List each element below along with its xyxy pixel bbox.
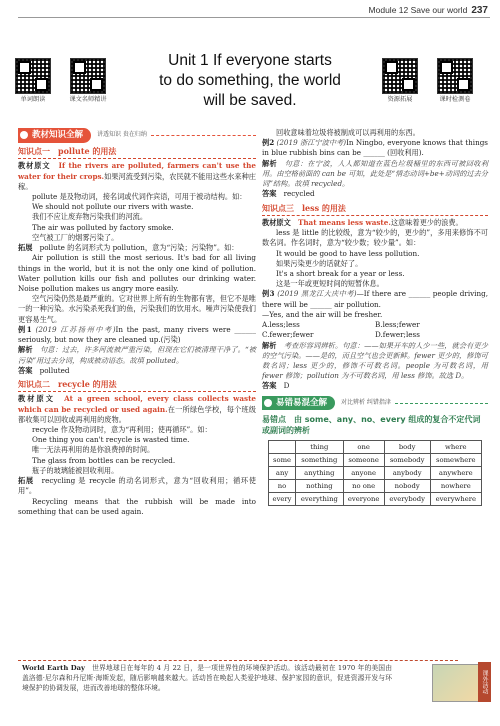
example-translation: 这是一年或更短时间的短暂休息。 [276, 279, 384, 289]
kp3-answer [262, 381, 488, 391]
table-cell [269, 441, 296, 454]
source-translation: 在一所绿色学校，每个班级都收集可以回收或再利用的废物。 [18, 404, 256, 424]
kp2-extension [18, 476, 256, 496]
kp2-explanation: recycle 作及物动词时，意为“再利用；使再循环”。如： [32, 424, 212, 434]
table-cell: some [269, 454, 296, 467]
unit-title [145, 51, 355, 110]
answer-text: D [283, 381, 290, 391]
right-column [262, 128, 488, 506]
source-translation: 这意味着更少的浪费。 [390, 217, 463, 227]
knowledge-point-2-heading [18, 379, 256, 392]
analysis-label: 解析 [262, 158, 278, 168]
footer-earth-day [18, 660, 458, 704]
kp1-extension [18, 243, 256, 253]
question-text: In Ningbo, everyone knows that things in blue rubbish bins can be ______ (回收利用). [262, 138, 488, 158]
question-text-reply: —Yes, and the air will be fresher. [262, 309, 383, 319]
table-cell: something [296, 454, 343, 467]
table-cell: any [269, 467, 296, 480]
module-title: Module 12 Save our world [368, 5, 468, 15]
section-subtitle: 对比辨析 纠错指津 [341, 398, 391, 406]
kp2-source [18, 394, 256, 425]
table-cell: thing [296, 441, 343, 454]
qr-code-resources[interactable] [382, 58, 418, 94]
extension-text: pollute 的名词形式为 pollution，意为“污染；污染物”。如： [39, 243, 239, 253]
qr-label: 课时检测卷 [439, 96, 471, 103]
example-sentence: The glass from bottles can be recycled. [32, 455, 176, 465]
option-a: A.less;less [262, 320, 300, 330]
table-cell: no [269, 480, 296, 493]
question-source: (2019 黑龙江大庆中考) [277, 289, 357, 299]
answer-label: 答案 [262, 381, 277, 391]
question-label: 例2 [262, 138, 275, 148]
pronoun-table [268, 440, 482, 506]
question-source: (2019 江苏扬州中考) [35, 324, 116, 334]
table-cell: anywhere [430, 467, 481, 480]
analysis-label: 解析 [262, 340, 277, 350]
table-cell: one [343, 441, 384, 454]
qr-label: 单词朗读 [20, 96, 46, 103]
kp3-explanation: less 是 little 的比较级，意为“较少的，更少的”，多用来修饰不可数名词。作名词时，意为“较少数；较少量”。如： [262, 228, 488, 248]
table-row [269, 480, 482, 493]
qr-code-lesson-explain[interactable] [70, 58, 106, 94]
section-banner-errors [262, 396, 488, 411]
example-sentence: It's a short break for a year or less. [276, 268, 405, 278]
unit-title-line: Unit 1 If everyone starts [168, 52, 332, 69]
kp-term: pollute 的用法 [58, 146, 117, 156]
question-source: (2019 浙江宁波中考) [276, 138, 347, 148]
qr-label: 资源拓展 [387, 96, 413, 103]
source-text: If the rivers are polluted, farmers can't use the water for their crops. [18, 161, 256, 181]
kp3-options [262, 320, 488, 340]
kp2-analysis [262, 159, 488, 190]
example-paragraph-translation: 空气污染仍然是最严重的。它对世界上所有的生物都有害，但它不是唯一的一种污染。水污染杀死我们的鱼，污染我们的饮用水。噪声污染使我们更容易生气。 [18, 294, 256, 324]
answer-label: 答案 [262, 189, 277, 199]
table-cell: nothing [296, 480, 343, 493]
kp3-question [262, 289, 488, 309]
kp2-answer [262, 189, 488, 199]
page-number: 237 [471, 5, 488, 16]
table-cell: anybody [384, 467, 430, 480]
knowledge-point-3-heading [262, 203, 488, 216]
section-subtitle: 讲透知识 贵在归纳 [97, 131, 147, 139]
table-cell: everywhere [430, 493, 481, 506]
table-cell: everybody [384, 493, 430, 506]
source-text: At a green school, every class collects waste which can be recycled or used again. [18, 394, 256, 414]
source-label: 教材原文 [262, 217, 291, 227]
example-sentence: One thing you can't recycle is wasted time. [32, 435, 190, 445]
example-translation: 瓶子的玻璃能被回收利用。 [32, 465, 119, 475]
knowledge-point-1-heading [18, 146, 256, 159]
banner-rule [151, 135, 256, 136]
option-c: C.fewer;fewer [262, 330, 314, 340]
table-cell: every [269, 493, 296, 506]
table-cell: somebody [384, 454, 430, 467]
kp-label: 知识点三 [262, 203, 294, 213]
example-sentence: The air was polluted by factory smoke. [32, 222, 174, 232]
analysis-text: 考查形容词辨析。句意：——如果开车的人少一些，就会有更少的空气污染。——是的，而且空气也会更新鲜。fewer 更少的，修饰可数名词；less 更少的，修饰不可数名词。people 为可数名词，用 fewer 修饰；pollution 为不可数名词，用 less 修饰。故选 D。 [262, 340, 488, 381]
extension-text: recycling 是 recycle 的动名词形式，意为“回收利用；循环使用”。 [18, 476, 256, 496]
table-cell: anything [296, 467, 343, 480]
analysis-label: 解析 [18, 345, 33, 355]
table-row [269, 454, 482, 467]
table-row [269, 493, 482, 506]
header-rule [18, 17, 490, 18]
table-cell: nobody [384, 480, 430, 493]
analysis-text: 句意：在宁波，人人都知道在蓝色垃圾桶里的东西可被回收利用。由空格前面的 can be 可知，此处是“情态动词+be+动词的过去分词”结构。故填 recycled。 [262, 158, 488, 189]
page-header [0, 0, 500, 18]
example-paragraph-translation: 回收意味着垃圾将被制成可以再利用的东西。 [276, 128, 420, 137]
kp3-source [262, 218, 488, 228]
question-label: 例3 [262, 289, 275, 299]
table-cell: body [384, 441, 430, 454]
section-banner-knowledge [18, 128, 256, 143]
kp-label: 知识点一 [18, 147, 50, 156]
option-b: B.less;fewer [375, 320, 420, 330]
example-translation: 我们不应让废弃物污染我们的河流。 [32, 212, 148, 222]
error-point-title: 由 some、any、no、every 组成的复合不定代词或副词的辨析 [262, 414, 481, 435]
kp1-analysis [18, 345, 256, 365]
kp-term: recycle 的用法 [58, 378, 117, 389]
extension-label: 拓展 [18, 476, 34, 486]
kp1-explanation: pollute 是及物动词，接名词或代词作宾语，可用于被动结构。如： [32, 192, 247, 202]
earth-day-image [432, 664, 480, 702]
error-point-heading [262, 414, 488, 437]
table-row [269, 467, 482, 480]
left-column [18, 128, 256, 517]
kp2-question [262, 138, 488, 158]
qr-code-word-reading[interactable] [15, 58, 51, 94]
unit-title-line: will be saved. [203, 91, 297, 109]
example-translation: 唯一无法再利用的是你浪费掉的时间。 [32, 445, 155, 455]
kp-term: less 的用法 [302, 202, 346, 213]
question-text: —If there are ______ people driving, there will be ______ air pollution. [262, 289, 488, 309]
section-title: 易错易混全解 [262, 396, 335, 410]
error-point-label: 易错点 [262, 414, 286, 424]
example-translation: 如果污染更少的话就好了。 [276, 258, 363, 268]
section-title: 教材知识全解 [18, 128, 91, 142]
banner-rule [395, 403, 488, 404]
footer-side-tab: 课外活动 [478, 662, 491, 702]
kp3-analysis [262, 341, 488, 382]
table-cell: where [430, 441, 481, 454]
source-label: 教材原文 [18, 394, 55, 404]
answer-text: polluted [39, 365, 70, 375]
kp1-question [18, 325, 256, 345]
footer-title: World Earth Day [22, 664, 86, 672]
table-cell: somewhere [430, 454, 481, 467]
unit-title-line: to do something, the world [159, 71, 341, 89]
kp-label: 知识点二 [18, 379, 50, 389]
footer-text: 世界地球日在每年的 4 月 22 日，是一项世界性的环境保护活动。该活动最初在 1970 年的美国由盖洛德·尼尔森和丹尼斯·海斯发起，随后影响越来越大。活动旨在唤起人类爱护地球、保护家园的意识，促进资源开发与环境保护的协调发展，进而改善地球的整体环境。 [22, 664, 393, 692]
table-cell: everyone [343, 493, 384, 506]
table-cell: anyone [343, 467, 384, 480]
source-translation: 如果河流受到污染，农民就不能用这些水来种庄稼。 [18, 171, 256, 191]
extension-label: 拓展 [18, 243, 33, 253]
question-text: In the past, many rivers were ______ seriously, but now they are cleaned up.(污染) [18, 324, 256, 345]
question-label: 例1 [18, 324, 32, 334]
option-d: D.fewer;less [375, 330, 420, 340]
table-cell: no one [343, 480, 384, 493]
analysis-text: 句意：过去，许多河流被严重污染，但现在它们被清理干净了。“被污染”用过去分词，构成被动语态。故填 polluted。 [18, 345, 256, 365]
example-sentence: It would be good to have less pollution. [276, 248, 420, 258]
table-header-row [269, 441, 482, 454]
table-cell: someone [343, 454, 384, 467]
source-label: 教材原文 [18, 161, 51, 171]
example-paragraph: Recycling means that the rubbish will be made into something that can be used again. [18, 496, 256, 516]
qr-code-lesson-test[interactable] [437, 58, 473, 94]
example-sentence: We should not pollute our rivers with waste. [32, 202, 194, 212]
kp1-answer [18, 366, 256, 376]
answer-label: 答案 [18, 365, 33, 375]
example-paragraph: Air pollution is still the most serious. It's bad for all living things in the world, but it is not the only one kind of pollution. Water pollution kills our fish and pollutes our drinking water. Noise pollution makes us angry more easily. [18, 253, 256, 293]
answer-text: recycled [283, 189, 315, 199]
table-cell: everything [296, 493, 343, 506]
source-text: That means less waste. [297, 217, 391, 227]
example-translation: 空气被工厂的烟雾污染了。 [32, 232, 119, 242]
table-cell: nowhere [430, 480, 481, 493]
qr-label: 课文名师精讲 [69, 96, 107, 103]
kp1-source [18, 161, 256, 192]
